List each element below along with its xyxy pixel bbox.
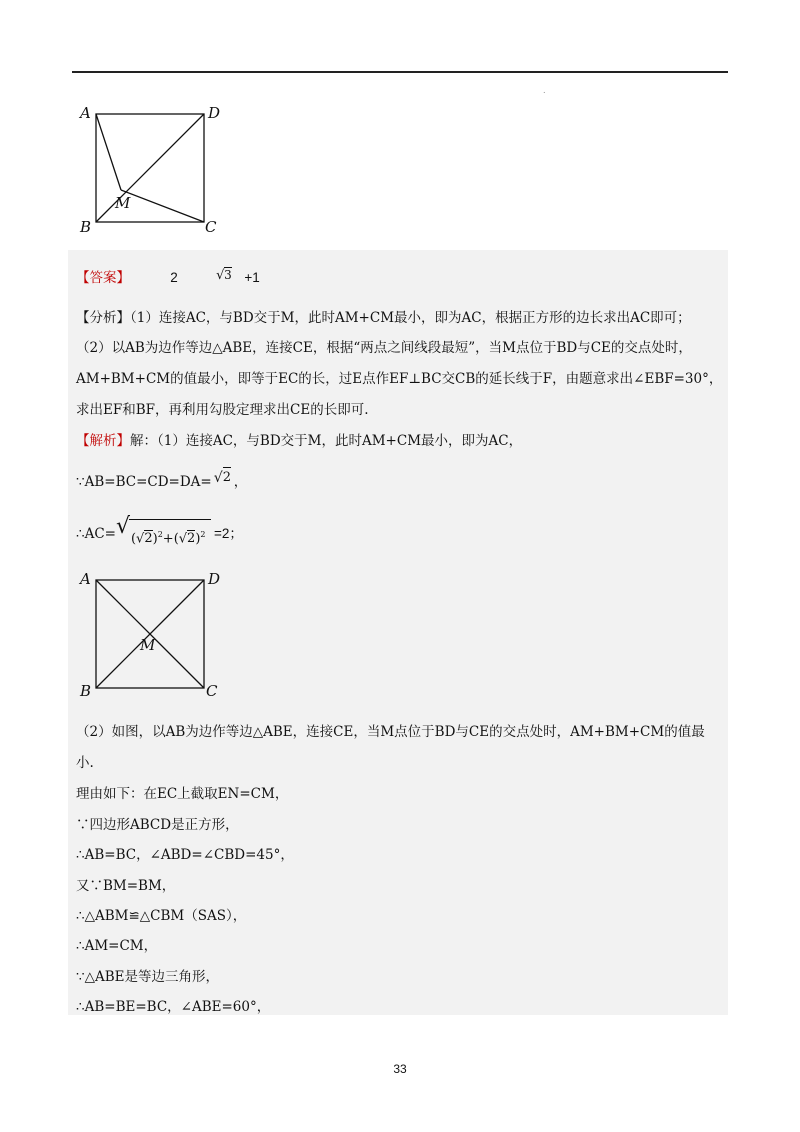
part2-line-8: ∴AM=CM， — [76, 938, 158, 954]
part2-line-3: 理由如下：在EC上截取EN=CM， — [76, 786, 289, 802]
part2-line-6: 又∵BM=BM， — [76, 878, 176, 894]
label-c-2: C — [206, 682, 218, 700]
analysis-line-1 — [76, 308, 691, 328]
header-rule — [72, 71, 728, 73]
part2-line-1: （2）如图，以AB为边作等边△ABE，连接CE，当M点位于BD与CE的交点处时，AM+BM+CM的值最 — [76, 724, 705, 740]
analysis-tag: 【分析】 — [76, 310, 130, 326]
eq1-end: ， — [233, 474, 248, 490]
eq2-radical: √ $(√2)^2+(√2)^2$ — [116, 525, 214, 545]
part2-line-7: ∴△ABM≌△CBM（SAS）， — [76, 908, 247, 924]
label-b-1: B — [80, 218, 92, 236]
part2-line-9: ∵△ABE是等边三角形， — [76, 969, 219, 985]
answer-plus-one: +1 — [244, 270, 260, 285]
eq1-sqrt-icon: √ — [213, 470, 223, 486]
square-figure-2 — [72, 566, 232, 706]
label-m-2: M — [140, 636, 156, 654]
label-a-2: A — [80, 570, 91, 588]
eq2-exp-a: 2 — [157, 529, 163, 539]
analysis-text-1: （1）连接AC，与BD交于M，此时AM+CM最小，即为AC，根据正方形的边长求出AC即可； — [130, 310, 691, 326]
page-number: 33 — [393, 1062, 407, 1076]
label-m-1: M — [115, 194, 131, 212]
square-figure-1 — [72, 100, 232, 240]
diagonal-bd-1 — [96, 114, 204, 222]
eq2-outer-sqrt-icon: √ — [115, 513, 131, 539]
answer-sqrt-arg: 3 — [224, 268, 232, 282]
analysis-line-4: 求出EF和BF，再利用勾股定理求出CE的长即可. — [76, 402, 369, 418]
answer-sqrt-icon: √ — [216, 268, 225, 283]
label-d-2: D — [208, 570, 221, 588]
segment-am — [96, 114, 121, 190]
solution-tag: 【解析】 — [76, 433, 130, 449]
segment-mc — [121, 190, 204, 222]
solution-text-1: 解：（1）连接AC，与BD交于M，此时AM+CM最小，即为AC， — [130, 433, 523, 449]
eq2-exp-b: 2 — [200, 529, 206, 539]
solution-line-1 — [76, 431, 522, 451]
analysis-line-2: （2）以AB为边作等边△ABE，连接CE，根据“两点之间线段最短”，当M点位于BD与CE的交点处时， — [76, 340, 692, 356]
eq1-left: ∵AB=BC=CD=DA= — [76, 474, 212, 490]
label-d-1: D — [208, 104, 221, 122]
answer-tag: 【答案】 — [76, 270, 130, 286]
equation-ac — [76, 513, 243, 546]
part2-line-5: ∴AB=BC，∠ABD=∠CBD=45°， — [76, 847, 294, 863]
header-mark: . — [543, 86, 546, 95]
answer-value-2: 2 — [170, 270, 178, 285]
eq2-left: ∴AC= — [76, 526, 116, 542]
eq2-end: =2； — [213, 526, 243, 541]
eq1-sqrt-arg: 2 — [223, 467, 231, 488]
equation-side-length — [76, 472, 247, 492]
eq2-sqrt-a: 2 — [144, 530, 153, 546]
eq2-sqrt-b: 2 — [187, 530, 196, 546]
analysis-line-3: AM+BM+CM的值最小，即等于EC的长，过E点作EF⊥BC交CB的延长线于F，由题意求出∠EBF=30°， — [76, 371, 723, 387]
label-c-1: C — [205, 218, 217, 236]
part2-line-4: ∵四边形ABCD是正方形， — [76, 817, 239, 833]
part2-line-2: 小. — [76, 755, 94, 771]
part2-line-10: ∴AB=BE=BC，∠ABE=60°， — [76, 999, 271, 1015]
label-b-2: B — [80, 682, 92, 700]
answer-row — [76, 266, 260, 286]
label-a-1: A — [80, 104, 91, 122]
